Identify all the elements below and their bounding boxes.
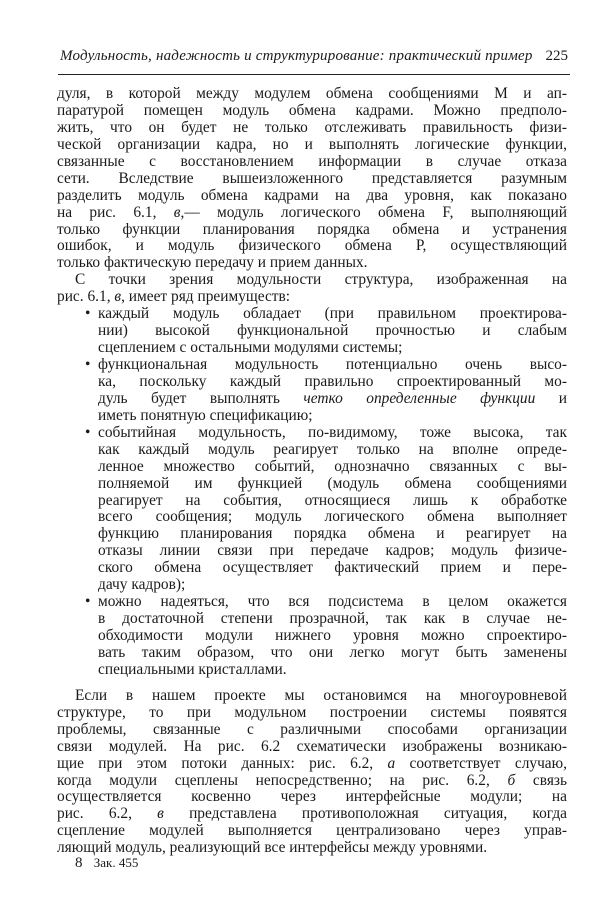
text-segment: ,— модуль логического обмена F, выполняющий <box>180 203 567 221</box>
text-segment: когда модули сцеплены непосредственно; на рис. 6.2, <box>57 771 508 789</box>
bullet-icon: • <box>85 305 91 323</box>
text-segment: представлена противоположная ситуация, когда <box>163 805 567 823</box>
text-line: ленное множество событий, однозначно связанных с вы- <box>98 457 567 475</box>
bullet-item <box>57 357 567 425</box>
text-line: связанные с восстановлением информации в случае отказа <box>57 152 567 170</box>
text-line <box>57 756 567 773</box>
paragraph <box>57 86 567 272</box>
text-line <box>98 391 567 408</box>
text-line <box>57 289 567 306</box>
text-line <box>57 205 567 222</box>
text-segment: связь <box>515 771 568 789</box>
text-line: ошибок, и модуль физического обмена Р, осуществляющий <box>57 237 567 255</box>
text-line: Если в нашем проекте мы остановимся на многоуровневой <box>75 686 567 704</box>
bullet-item <box>57 425 567 594</box>
text-line: функцию планирования порядка обмена и реагирует на <box>98 525 567 543</box>
running-header-title: Модульность, надежность и структурирование: практический пример <box>60 48 533 64</box>
print-order: Зак. 455 <box>93 855 139 870</box>
text-line: полняемой им функцией (модуль обмена сообщениями <box>98 474 567 492</box>
bullet-item <box>57 594 567 679</box>
text-segment: и <box>535 389 567 407</box>
text-line: дуля, в которой между модулем обмена сообщениями М и ап- <box>57 85 567 102</box>
signature-number: 8 <box>75 855 83 871</box>
italic-text: в <box>157 805 164 823</box>
paragraph <box>57 688 567 857</box>
text-line: ляющий модуль, реализующий все интерфейсы между уровнями. <box>57 839 488 857</box>
text-line: реагирует на события, относящиеся лишь к обработке <box>98 491 567 509</box>
text-line: всего сообщения; модуль логического обмена выполняет <box>98 508 567 526</box>
page-number: 225 <box>545 48 568 64</box>
text-line <box>57 773 567 790</box>
text-line <box>57 806 567 823</box>
text-line: ческой организации кадра, но и выполнять логические функции, <box>57 135 567 153</box>
text-line: ского обмена осуществляет фактический прием и пере- <box>98 559 567 577</box>
text-line: сети. Вследствие вышеизложенного представляется разумным <box>57 169 567 187</box>
text-segment: рис. 6.1, <box>57 288 115 306</box>
page-body <box>57 86 567 857</box>
text-line: разделить модуль обмена кадрами на два уровня, как показано <box>57 186 567 204</box>
text-line: структуре, то при модульном построении системы появятся <box>57 703 567 721</box>
text-line: функциональная модульность потенциально очень высо- <box>98 356 567 373</box>
text-line: можно надеяться, что вся подсистема в целом окажется <box>98 593 567 611</box>
italic-text: а <box>387 754 396 772</box>
text-segment: щие при этом потоки данных: рис. 6.2, <box>57 754 388 772</box>
text-line: паратурой помещен модуль обмена кадрами. Можно предполо- <box>57 101 567 119</box>
running-header <box>58 44 570 75</box>
text-segment: на рис. 6.1, <box>57 203 174 221</box>
text-line: каждый модуль обладает (при правильном проектирова- <box>98 305 567 323</box>
text-line: специальными кристаллами. <box>98 660 287 678</box>
italic-text: в <box>173 203 181 221</box>
text-segment: соответствует случаю, <box>395 754 567 772</box>
text-line: событийная модульность, по-видимому, тоже высока, так <box>98 423 567 441</box>
italic-text: в <box>114 288 122 306</box>
text-line: сцепление модулей выполняется централизовано через управ- <box>57 822 567 840</box>
text-line: проблемы, связанные с различными способами организации <box>57 720 567 738</box>
text-line: обходимости модули нижнего уровня можно спроектиро- <box>98 627 567 644</box>
footer <box>75 855 138 872</box>
text-segment: , имеет ряд преимуществ: <box>121 288 291 306</box>
bullet-icon: • <box>85 593 91 611</box>
italic-text: б <box>507 771 516 789</box>
text-line: нии) высокой функциональной прочностью и слабым <box>98 322 567 340</box>
italic-text: четко определенные функции <box>303 389 536 407</box>
bullet-icon: • <box>85 423 91 441</box>
text-line: связи модулей. На рис. 6.2 схематически изображены возникаю- <box>57 737 567 755</box>
text-line: С точки зрения модульности структура, изображенная на <box>75 271 567 289</box>
paragraph <box>57 272 567 306</box>
text-line: жить, что он будет не только отслеживать правильность физи- <box>57 118 567 136</box>
text-line: отказы линии связи при передаче кадров; модуль физиче- <box>98 542 567 560</box>
text-segment: рис. 6.2, <box>57 805 158 823</box>
text-line: ка, поскольку каждый правильно спроектированный мо- <box>98 372 567 390</box>
text-line: в достаточной степени прозрачной, так как в случае не- <box>98 610 567 628</box>
bullet-icon: • <box>85 356 91 373</box>
text-line: только функции планирования порядка обмена и устранения <box>57 220 567 238</box>
text-line: сцеплением с остальными модулями системы; <box>98 339 403 357</box>
text-line: осуществляется косвенно через интерфейсные модули; на <box>57 788 567 806</box>
text-segment: дуль будет выполнять <box>98 389 304 407</box>
bullet-item <box>57 306 567 357</box>
text-line: дачу кадров); <box>98 576 186 594</box>
text-line: вать таким образом, что они легко могут быть заменены <box>98 643 567 661</box>
text-line: иметь понятную спецификацию; <box>98 406 313 424</box>
text-line: как каждый модуль реагирует только на вполне опреде- <box>98 440 567 458</box>
text-line: только фактическую передачу и прием данных. <box>57 254 368 272</box>
